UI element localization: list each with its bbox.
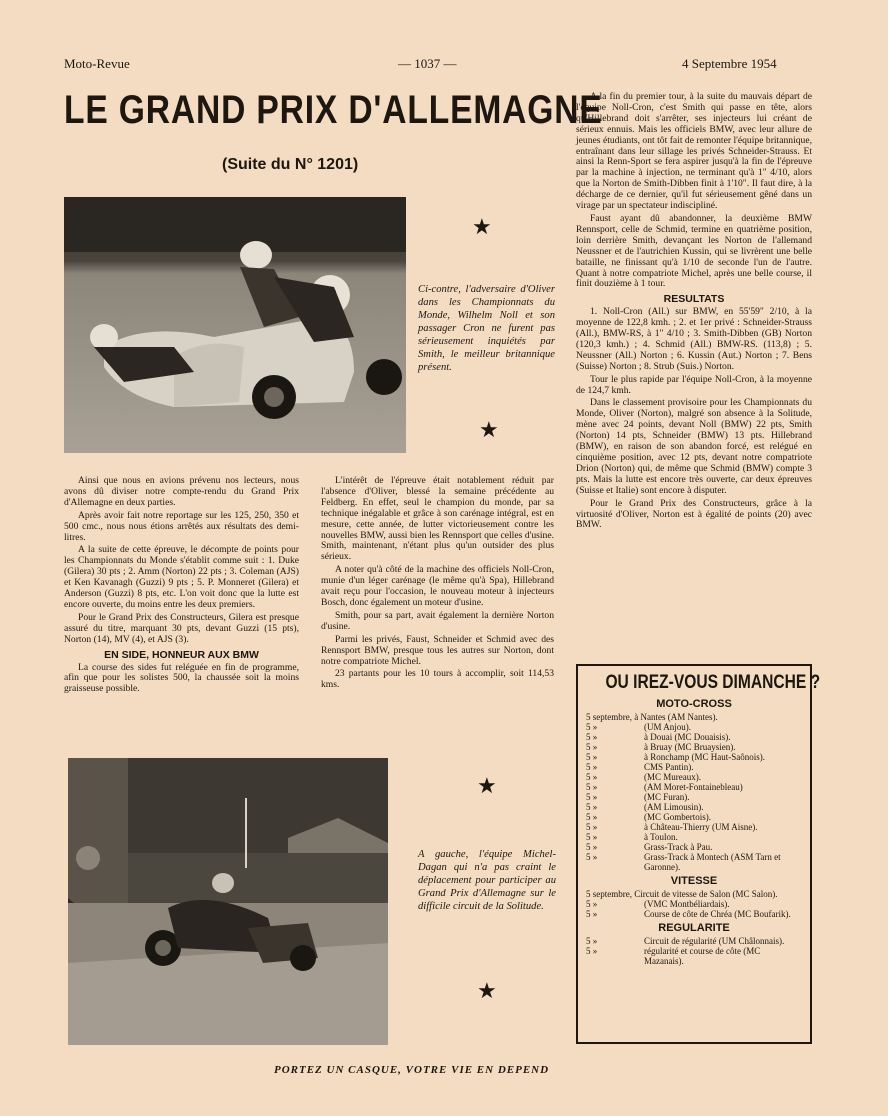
article-title: LE GRAND PRIX D'ALLEMAGNE xyxy=(64,88,603,132)
event-row xyxy=(586,936,802,946)
event-date: 5 » xyxy=(586,936,598,946)
paragraph: Pour le Grand Prix des Constructeurs, grâce à la virtuosité d'Oliver, Norton est à égalité de points (20) avec BMW. xyxy=(576,497,812,531)
article-subtitle: (Suite du N° 1201) xyxy=(222,156,359,173)
event-text: Course de côte de Chréa (MC Boufarik). xyxy=(644,909,791,919)
paragraph: Ainsi que nous en avions prévenu nos lecteurs, nous avons dû diviser notre compte-rendu du Grand Prix d'Allemagne en deux parties. xyxy=(64,475,299,508)
event-text: à Douai (MC Douaisis). xyxy=(644,732,731,742)
event-text: (MC Furan). xyxy=(644,792,690,802)
event-text: 5 septembre, à Nantes (AM Nantes). xyxy=(586,712,718,722)
event-date: 5 » xyxy=(586,822,598,832)
publication-name: Moto-Revue xyxy=(64,56,130,71)
event-date: 5 » xyxy=(586,782,598,792)
event-row xyxy=(586,802,802,812)
section-heading: EN SIDE, HONNEUR AUX BMW xyxy=(104,648,259,661)
paragraph: A la suite de cette épreuve, le décompte de points pour les Championnats du Monde s'établit comme suit : 1. Duke (Gilera) 30 pts ; 2. Amm (Norton) 22 pts ; 3. Coleman (AJS) et Ken Kavanagh (Guzzi) 9 pts ; 5. P. Monneret (Gilera) et Anderson (Guzzi) 8 pts, etc. L'on voit donc que la lutte est encore ouverte, du moins entre les deux premiers. xyxy=(64,544,299,610)
event-text: Circuit de régularité (UM Châlonnais). xyxy=(644,936,785,946)
event-text: 5 septembre, Circuit de vitesse de Salon (MC Salon). xyxy=(586,889,778,899)
event-row xyxy=(586,822,802,832)
sidecar-race-illustration xyxy=(64,197,406,453)
event-date: 5 » xyxy=(586,772,598,782)
event-date: 5 » xyxy=(586,909,598,919)
event-row xyxy=(586,899,802,909)
photo-caption-2: A gauche, l'équipe Michel-Dagan qui n'a pas craint le déplacement pour participer au Grand Prix d'Allemagne sur le difficile circuit de la Solitude. xyxy=(418,849,556,912)
star-ornament: ★ xyxy=(477,773,497,798)
event-date: 5 » xyxy=(586,802,598,812)
event-date: 5 » xyxy=(586,946,598,956)
event-date: 5 » xyxy=(586,732,598,742)
results-list: 1. Noll-Cron (All.) sur BMW, en 55'59" 2/10, à la moyenne de 122,8 kmh. ; 2. et 1er privé : Schneider-Strauss (All.), BMW-RS, à 1" 4/10 ; 3. Smith-Dibben (GB) Norton (120,3 kmh.) ; 4. Schmid (All.) BMW-RS. (113,8) ; 5. Neussner (All.) Norton ; 6. Kussin (Aut.) Norton ; 7. Bens (Suisse) Norton ; 8. Strub (Suis.) Norton. xyxy=(576,306,812,372)
paragraph: A la fin du premier tour, à la suite du mauvais départ de l'équipe Noll-Cron, c'est Smith qui passe en tête, alors qu'Hillebrand doit s'arrêter, ses injecteurs lui créant de sérieux ennuis. Mais les officiels BMW, avec leur allure de jeunes étudiants, ont tôt fait de remonter l'équipe britannique, entraînant dans leur sillage les privés Schneider-Strauss. Et ainsi la Renn-Sport se fera aspirer jusqu'à la fin de l'épreuve par la machine à injection, ne terminant qu'à 1" 4/10, alors que la Norton de Smith-Dibben finit à 1'10". Il faut dire, à la décharge de ce dernier, qu'il fut sérieusement gêné dans un virage par un spectateur indiscipliné. xyxy=(576,91,812,212)
article-column-2 xyxy=(321,476,554,693)
event-text: (AM Limousin). xyxy=(644,802,704,812)
event-row xyxy=(586,732,802,742)
event-row xyxy=(586,722,802,732)
event-row xyxy=(586,832,802,842)
article-column-1 xyxy=(64,476,299,697)
event-text: (MC Mureaux). xyxy=(644,772,701,782)
event-date: 5 » xyxy=(586,722,598,732)
paragraph: Pour le Grand Prix des Constructeurs, Gilera est presque assuré du titre, marquant 30 pts, devant Guzzi (15 pts), Norton (14), MV (4), et AJS (3). xyxy=(64,611,299,645)
event-row xyxy=(586,946,802,966)
events-box xyxy=(576,664,821,1044)
page-number: — 1037 — xyxy=(398,56,457,71)
event-date: 5 » xyxy=(586,832,598,842)
michel-dagan-illustration xyxy=(68,758,388,1045)
vitesse-list xyxy=(586,899,802,919)
paragraph: Parmi les privés, Faust, Schneider et Schmid avec des Rennsport BMW, presque tous les autres sur Norton, dont notre compatriote Michel. xyxy=(321,633,554,667)
event-date: 5 » xyxy=(586,792,598,802)
event-date: 5 » xyxy=(586,752,598,762)
issue-date: 4 Septembre 1954 xyxy=(682,56,777,71)
event-text: (AM Moret-Fontainebleau) xyxy=(644,782,743,792)
event-date: 5 » xyxy=(586,762,598,772)
star-ornament: ★ xyxy=(479,417,499,442)
event-row xyxy=(586,772,802,782)
event-text: à Château-Thierry (UM Aisne). xyxy=(644,822,758,832)
results-heading: RESULTATS xyxy=(663,293,725,306)
footer-slogan: PORTEZ UN CASQUE, VOTRE VIE EN DEPEND xyxy=(274,1064,550,1076)
photo-caption-1: Ci-contre, l'adversaire d'Oliver dans les Championnats du Monde, Wilhelm Noll et son passager Cron ne furent pas sérieusement inquiétés par Smith, le meilleur britannique présent. xyxy=(418,284,555,373)
paragraph: A noter qu'à côté de la machine des officiels Noll-Cron, munie d'un léger carénage (le même qu'à Spa), Hillebrand avait reçu pour l'occasion, le nouveau moteur à injecteurs Bosch, donc également un moteur d'usine. xyxy=(321,564,554,608)
paragraph: Après avoir fait notre reportage sur les 125, 250, 350 et 500 cmc., nous nous étions arrêtés aux résultats des demi-litres. xyxy=(64,509,299,543)
event-row xyxy=(586,792,802,802)
event-text: Grass-Track à Pau. xyxy=(644,842,713,852)
michel-dagan-photo xyxy=(68,758,388,1045)
event-row xyxy=(586,762,802,772)
event-date: 5 » xyxy=(586,899,598,909)
event-row xyxy=(586,842,802,852)
star-ornament: ★ xyxy=(477,978,497,1003)
motocross-heading: MOTO-CROSS xyxy=(656,698,732,710)
regularite-list xyxy=(586,936,802,966)
event-text: (UM Anjou). xyxy=(644,722,691,732)
event-text: Grass-Track à Montech (ASM Tarn et Garonne). xyxy=(644,852,781,872)
event-date: 5 » xyxy=(586,742,598,752)
event-date: 5 » xyxy=(586,852,598,862)
motocross-list xyxy=(586,722,802,872)
event-date: 5 » xyxy=(586,842,598,852)
vitesse-heading: VITESSE xyxy=(670,875,718,887)
event-text: régularité et course de côte (MC Mazanais). xyxy=(644,946,761,966)
event-row xyxy=(586,782,802,792)
paragraph: La course des sides fut reléguée en fin de programme, afin que pour les solistes 500, la chaussée soit la moins graisseuse possible. xyxy=(64,661,299,695)
event-text: à Ronchamp (MC Haut-Saônois). xyxy=(644,752,765,762)
paragraph: L'intérêt de l'épreuve était notablement réduit par l'absence d'Oliver, blessé la semaine précédente au Feldberg. En effet, seul le champion du monde, par sa technique inégalable et grâce à son carénage intégral, est en mesure, cette année, de lutter victorieusement contre les nouvelles BMW, aussi bien les Rennsport que celles d'usine. Smith, maintenant, n'étant plus qu'un outsider des plus sérieux. xyxy=(321,475,554,563)
event-text: à Toulon. xyxy=(644,832,678,842)
sidecar-race-photo xyxy=(64,197,406,453)
event-text: (VMC Montbéliardais). xyxy=(644,899,730,909)
paragraph: Faust ayant dû abandonner, la deuxième BMW Rennsport, celle de Schmid, termine en quatrième position, loin derrière Smith, devançant les Norton de l'allemand Neussner et de l'autrichien Kussin, qui se livrèrent une belle bataille, ne finissant qu'à 1/10 de seconde l'un de l'autre. Quant à notre compatriote Michel, après une belle course, il finit douzième à 1 tour. xyxy=(576,212,812,290)
event-date: 5 » xyxy=(586,812,598,822)
article-column-3 xyxy=(576,92,812,533)
paragraph: Smith, pour sa part, avait également la dernière Norton d'usine. xyxy=(321,609,554,632)
paragraph: Tour le plus rapide par l'équipe Noll-Cron, à la moyenne de 124,7 kmh. xyxy=(576,373,812,396)
event-row xyxy=(586,889,802,899)
event-row xyxy=(586,742,802,752)
regularite-heading: REGULARITE xyxy=(658,922,730,934)
event-row xyxy=(586,712,802,722)
event-text: CMS Pantin). xyxy=(644,762,694,772)
paragraph: Dans le classement provisoire pour les Championnats du Monde, Oliver (Norton), malgré son absence à la Solitude, mène avec 24 points, devant Noll (BMW) 22 pts, Smith (Norton) 14 pts, Schneider (BMW) 13 pts. Hillebrand (BMW), en raison de son abandon forcé, est relégué en cinquième position, avec 12 pts, devant notre compatriote Drion (Norton) qui, de même que Schmid (BMW) compte 3 pts. Mais la lutte est encore très ouverte, car deux épreuves (Suisse et Italie) sont encore à disputer. xyxy=(576,397,812,496)
events-box-title: OU IREZ-VOUS DIMANCHE ? xyxy=(605,672,821,693)
event-row xyxy=(586,909,802,919)
event-text: à Bruay (MC Bruaysien). xyxy=(644,742,736,752)
event-row xyxy=(586,852,802,872)
paragraph: 23 partants pour les 10 tours à accomplir, soit 114,53 kms. xyxy=(321,668,554,691)
star-ornament: ★ xyxy=(472,214,492,239)
event-row xyxy=(586,812,802,822)
event-text: (MC Gombertois). xyxy=(644,812,711,822)
event-row xyxy=(586,752,802,762)
